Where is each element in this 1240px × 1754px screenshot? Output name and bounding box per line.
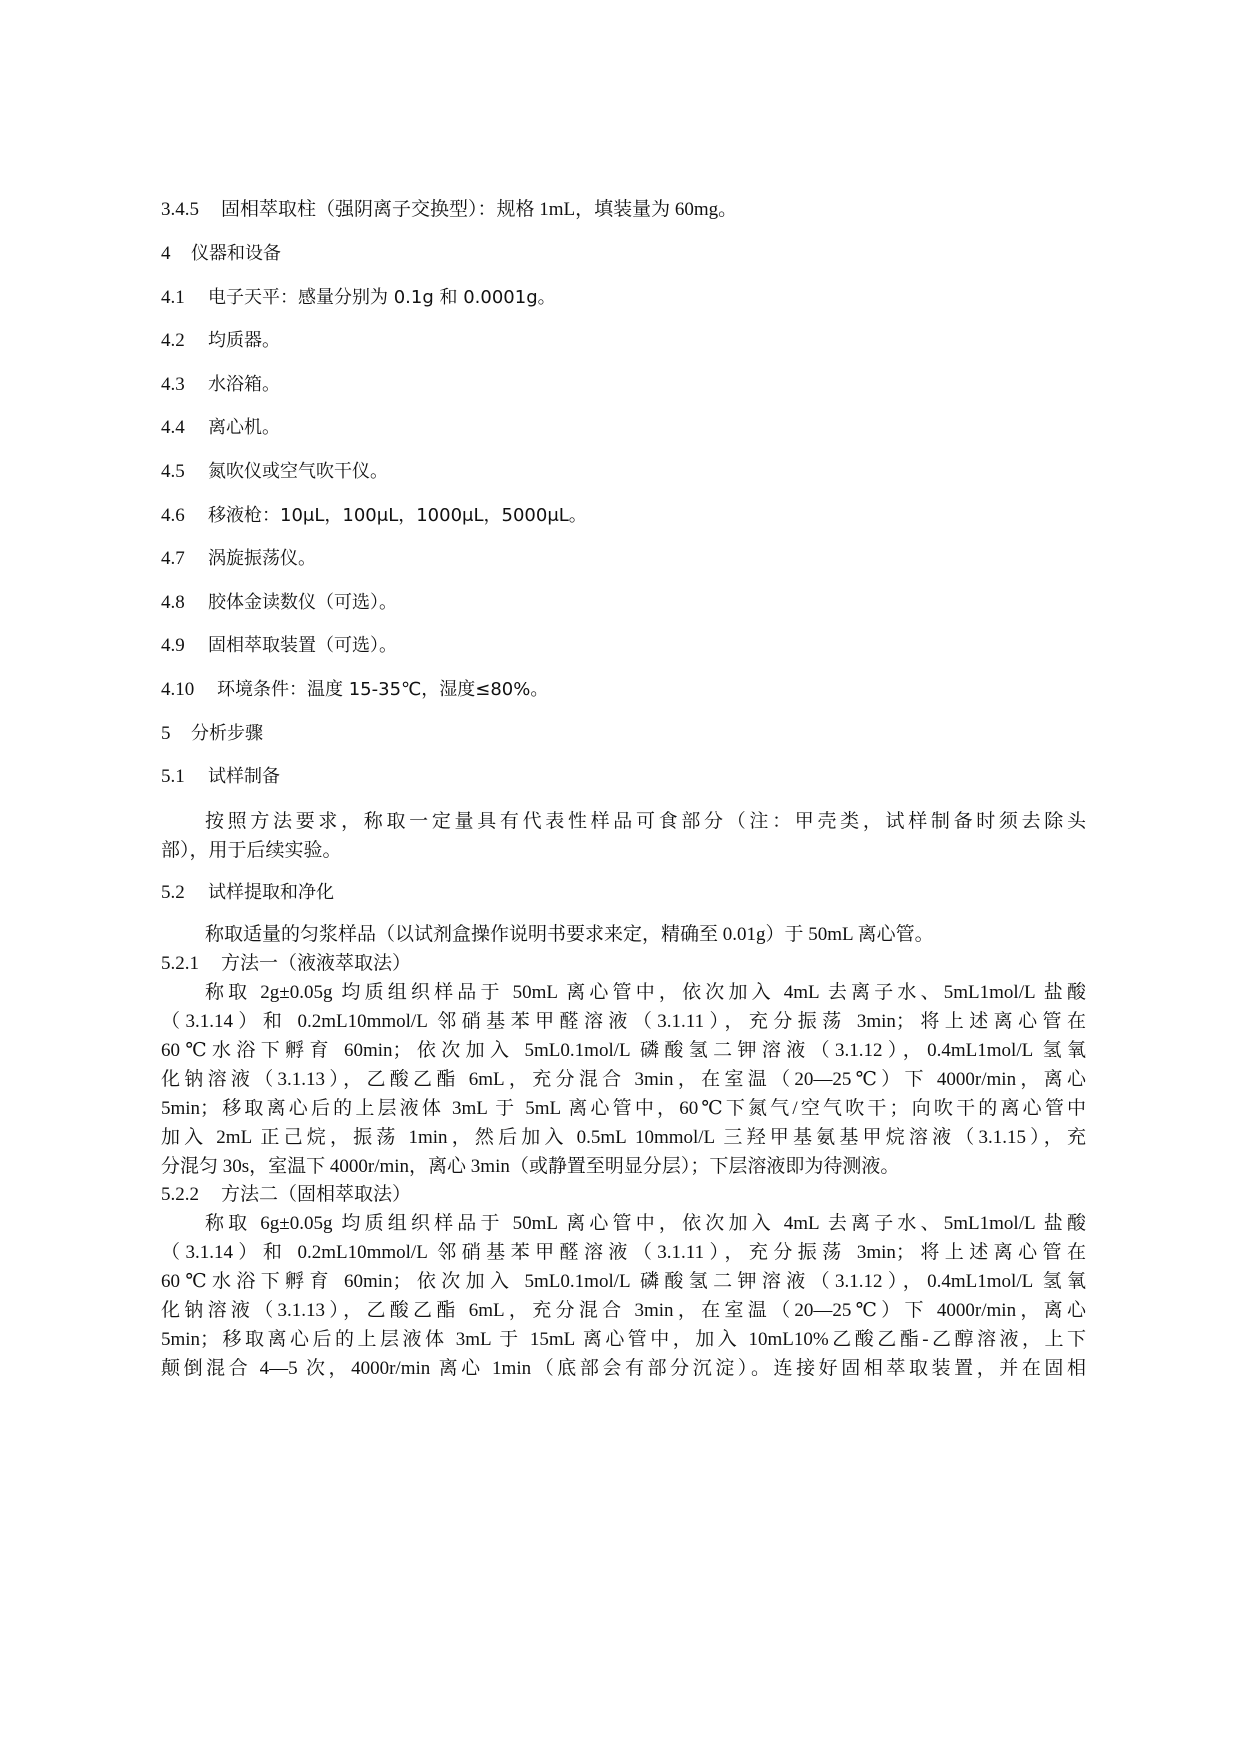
heading-item	[161, 286, 556, 310]
section-number: 4.4	[161, 417, 185, 438]
section-number: 4.7	[161, 548, 185, 569]
paragraph-line: （3.1.14）和 0.2mL10mmol/L 邻硝基苯甲醛溶液（3.1.11），充分振荡 3min；将上述离心管在	[161, 1242, 1086, 1263]
section-title: 涡旋振荡仪。	[208, 548, 316, 569]
heading-item	[161, 765, 280, 789]
section-title: 试样制备	[208, 766, 280, 787]
section-title: 分析步骤	[191, 723, 263, 744]
paragraph-line: 加入 2mL 正己烷，振荡 1min，然后加入 0.5mL 10mmol/L 三羟甲基氨基甲烷溶液（3.1.15），充	[161, 1127, 1086, 1148]
section-number: 4.3	[161, 374, 185, 395]
heading-item	[161, 504, 587, 528]
paragraph-line: 称取适量的匀浆样品（以试剂盒操作说明书要求来定，精确至 0.01g）于 50mL 离心管。	[205, 924, 934, 945]
section-number: 4.1	[161, 287, 185, 308]
section-number: 3.4.5	[161, 199, 199, 220]
section-title: 氮吹仪或空气吹干仪。	[208, 461, 388, 482]
heading-item	[161, 547, 316, 571]
item-3-4-5	[161, 198, 737, 222]
heading-item	[161, 242, 281, 266]
heading-item	[161, 591, 397, 615]
section-number: 4.6	[161, 505, 185, 526]
paragraph-line: 称取 2g±0.05g 均质组织样品于 50mL 离心管中，依次加入 4mL 去离子水、5mL1mol/L 盐酸	[205, 982, 1086, 1003]
heading-5-2-2	[161, 1183, 411, 1207]
paragraph-line: 60℃水浴下孵育 60min；依次加入 5mL0.1mol/L 磷酸氢二钾溶液（3.1.12），0.4mL1mol/L 氢氧	[161, 1040, 1086, 1061]
section-title: 电子天平：感量分别为 0.1g 和 0.0001g。	[208, 287, 556, 308]
paragraph-line: 颠倒混合 4—5 次，4000r/min 离心 1min（底部会有部分沉淀）。连接好固相萃取装置，并在固相	[161, 1358, 1086, 1379]
section-title: 仪器和设备	[191, 243, 281, 264]
paragraph-line: 化钠溶液（3.1.13），乙酸乙酯 6mL，充分混合 3min，在室温（20—25℃）下 4000r/min，离心	[161, 1069, 1086, 1090]
paragraph-line: 5min；移取离心后的上层液体 3mL 于 5mL 离心管中，60℃下氮气/空气吹干；向吹干的离心管中	[161, 1098, 1086, 1119]
section-title: 固相萃取装置（可选）。	[208, 635, 397, 656]
paragraph-line: 60℃水浴下孵育 60min；依次加入 5mL0.1mol/L 磷酸氢二钾溶液（3.1.12），0.4mL1mol/L 氢氧	[161, 1271, 1086, 1292]
section-title: 方法二（固相萃取法）	[221, 1184, 412, 1205]
paragraph-line: 称取 6g±0.05g 均质组织样品于 50mL 离心管中，依次加入 4mL 去离子水、5mL1mol/L 盐酸	[205, 1213, 1086, 1234]
paragraph-line: （3.1.14）和 0.2mL10mmol/L 邻硝基苯甲醛溶液（3.1.11），充分振荡 3min；将上述离心管在	[161, 1011, 1086, 1032]
section-number: 5.2.1	[161, 953, 199, 974]
section-title: 环境条件：温度 15-35℃，湿度≤80%。	[217, 679, 549, 700]
paragraph-line: 分混匀 30s，室温下 4000r/min，离心 3min（或静置至明显分层）；下层溶液即为待测液。	[161, 1156, 900, 1177]
section-title: 试样提取和净化	[208, 882, 334, 903]
section-number: 4.5	[161, 461, 185, 482]
paragraph-line: 化钠溶液（3.1.13），乙酸乙酯 6mL，充分混合 3min，在室温（20—25℃）下 4000r/min，离心	[161, 1300, 1086, 1321]
heading-5-2-1	[161, 952, 411, 976]
section-title: 方法一（液液萃取法）	[221, 953, 412, 974]
section-number: 4.2	[161, 330, 185, 351]
heading-item	[161, 722, 263, 746]
section-title: 均质器。	[208, 330, 280, 351]
section-number: 5.2	[161, 882, 185, 903]
heading-5-2	[161, 881, 334, 905]
section-title: 移液枪：10μL，100μL，1000μL，5000μL。	[208, 505, 587, 526]
paragraph-line: 5min；移取离心后的上层液体 3mL 于 15mL 离心管中，加入 10mL10%乙酸乙酯-乙醇溶液，上下	[161, 1329, 1086, 1350]
section-title: 固相萃取柱（强阴离子交换型）：规格 1mL，填装量为 60mg。	[221, 199, 738, 220]
section-number: 4.10	[161, 679, 195, 700]
heading-item	[161, 329, 280, 353]
paragraph-line: 按照方法要求，称取一定量具有代表性样品可食部分（注：甲壳类，试样制备时须去除头	[205, 811, 1086, 832]
heading-item	[161, 416, 280, 440]
section-number: 4.9	[161, 635, 185, 656]
heading-item	[161, 678, 548, 702]
heading-item	[161, 373, 280, 397]
paragraph-line: 部），用于后续实验。	[161, 840, 342, 861]
section-number: 5.1	[161, 766, 185, 787]
heading-item	[161, 634, 397, 658]
section-number: 4	[161, 243, 171, 264]
section-title: 胶体金读数仪（可选）。	[208, 592, 397, 613]
heading-item	[161, 460, 388, 484]
section-number: 5	[161, 723, 171, 744]
section-title: 水浴箱。	[208, 374, 280, 395]
section-title: 离心机。	[208, 417, 280, 438]
section-number: 5.2.2	[161, 1184, 199, 1205]
section-number: 4.8	[161, 592, 185, 613]
